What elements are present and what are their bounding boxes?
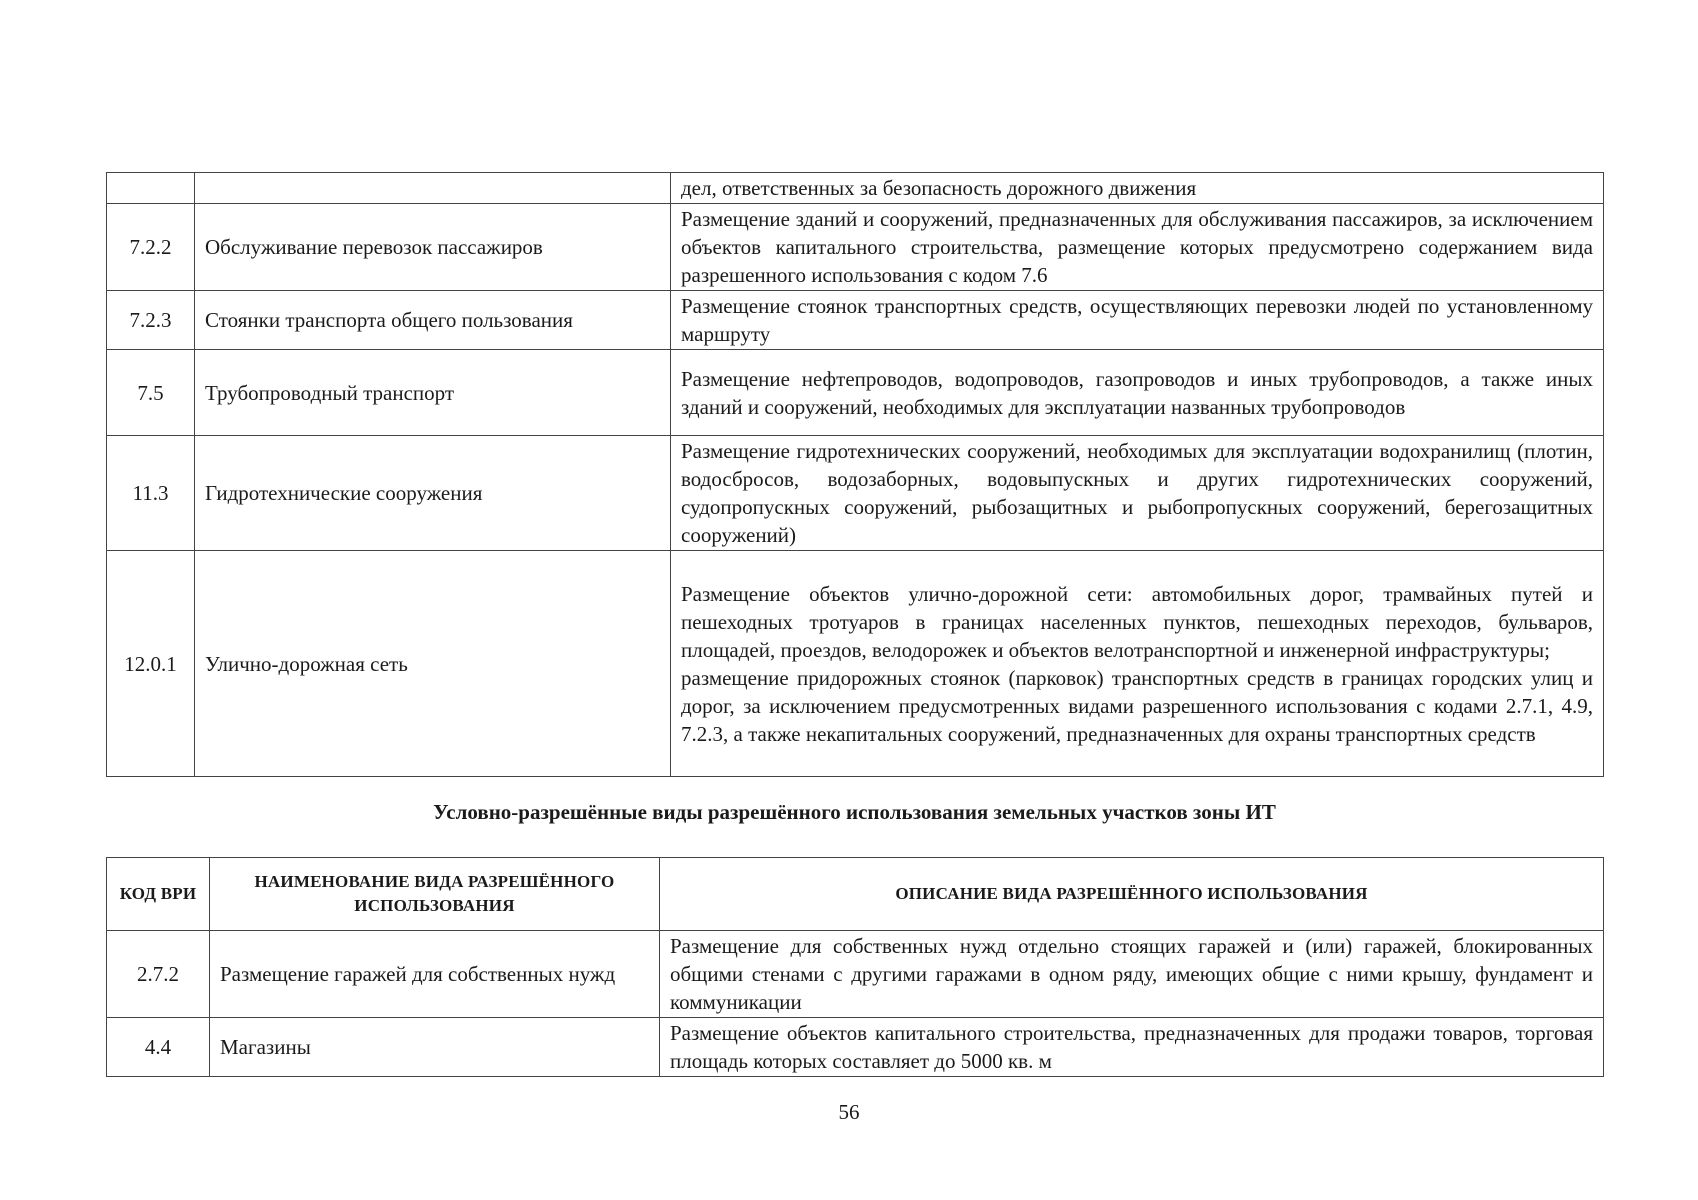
table-row bbox=[107, 291, 1604, 350]
use-code-cell: 7.2.3 bbox=[107, 291, 195, 350]
permitted-uses-table-continued bbox=[106, 172, 1604, 777]
use-description-cell bbox=[660, 1018, 1604, 1077]
use-description-cell bbox=[671, 291, 1604, 350]
use-description-cell bbox=[671, 436, 1604, 551]
use-name-cell: Трубопроводный транспорт bbox=[195, 350, 671, 436]
use-code-cell: 12.0.1 bbox=[107, 551, 195, 777]
use-name-cell bbox=[195, 173, 671, 204]
description-paragraph: Размещение зданий и сооружений, предназначенных для обслуживания пассажиров, за исключением объектов капитального строительства, размещение которых предусмотрено содержанием вида разрешенного использования с кодом 7.6 bbox=[681, 207, 1593, 287]
table-row bbox=[107, 551, 1604, 777]
use-code-cell bbox=[107, 173, 195, 204]
use-description-cell bbox=[671, 551, 1604, 777]
table-row bbox=[107, 931, 1604, 1018]
description-paragraph: Размещение стоянок транспортных средств, осуществляющих перевозки людей по установленному маршруту bbox=[681, 294, 1593, 346]
use-code-cell: 7.5 bbox=[107, 350, 195, 436]
use-name-cell: Магазины bbox=[210, 1018, 660, 1077]
table-row bbox=[107, 350, 1604, 436]
description-paragraph: Размещение для собственных нужд отдельно стоящих гаражей и (или) гаражей, блокированных общими стенами с другими гаражами в одном ряду, имеющих общие с ними крышу, фундамент и коммуникации bbox=[670, 934, 1593, 1014]
description-paragraph: размещение придорожных стоянок (парковок) транспортных средств в границах городских улиц и дорог, за исключением предусмотренных видами разрешенного использования с кодами 2.7.1, 4.9, 7.2.3, а также некапитальных сооружений, предназначенных для охраны транспортных средств bbox=[681, 665, 1593, 746]
header-description: ОПИСАНИЕ ВИДА РАЗРЕШЁННОГО ИСПОЛЬЗОВАНИЯ bbox=[660, 858, 1604, 931]
use-name-cell: Гидротехнические сооружения bbox=[195, 436, 671, 551]
use-description-cell bbox=[671, 204, 1604, 291]
header-name: НАИМЕНОВАНИЕ ВИДА РАЗРЕШЁННОГО ИСПОЛЬЗОВАНИЯ bbox=[210, 858, 660, 931]
use-name-cell: Стоянки транспорта общего пользования bbox=[195, 291, 671, 350]
description-paragraph: Размещение нефтепроводов, водопроводов, газопроводов и иных трубопроводов, а также иных зданий и сооружений, необходимых для эксплуатации названных трубопроводов bbox=[681, 366, 1593, 419]
header-code: КОД ВРИ bbox=[107, 858, 210, 931]
use-code-cell: 7.2.2 bbox=[107, 204, 195, 291]
table-row bbox=[107, 204, 1604, 291]
use-description-cell bbox=[660, 931, 1604, 1018]
use-name-cell: Размещение гаражей для собственных нужд bbox=[210, 931, 660, 1018]
use-name-cell: Обслуживание перевозок пассажиров bbox=[195, 204, 671, 291]
description-paragraph: Размещение гидротехнических сооружений, необходимых для эксплуатации водохранилищ (плотин, водосбросов, водозаборных, водовыпускных и других гидротехнических сооружений, судопропускных сооружений, рыбозащитных и рыбопропускных сооружений, берегозащитных сооружений) bbox=[681, 439, 1593, 547]
table-header-row bbox=[107, 858, 1604, 931]
table-row bbox=[107, 173, 1604, 204]
section-title: Условно-разрешённые виды разрешённого использования земельных участков зоны ИТ bbox=[433, 800, 1276, 824]
table-row bbox=[107, 436, 1604, 551]
use-code-cell: 11.3 bbox=[107, 436, 195, 551]
use-name-cell: Улично-дорожная сеть bbox=[195, 551, 671, 777]
description-paragraph: Размещение объектов улично-дорожной сети: автомобильных дорог, трамвайных путей и пешеходных тротуаров в границах населенных пунктов, пешеходных переходов, бульваров, площадей, проездов, велодорожек и объектов велотранспортной и инженерной инфраструктуры; bbox=[681, 581, 1593, 662]
description-paragraph: дел, ответственных за безопасность дорожного движения bbox=[681, 176, 1197, 200]
use-code-cell: 4.4 bbox=[107, 1018, 210, 1077]
description-paragraph: Размещение объектов капитального строительства, предназначенных для продажи товаров, торговая площадь которых составляет до 5000 кв. м bbox=[670, 1021, 1593, 1073]
use-description-cell bbox=[671, 173, 1604, 204]
use-code-cell: 2.7.2 bbox=[107, 931, 210, 1018]
table-row bbox=[107, 1018, 1604, 1077]
page-number: 56 bbox=[838, 1100, 860, 1124]
use-description-cell bbox=[671, 350, 1604, 436]
conditionally-permitted-uses-table bbox=[106, 857, 1604, 1077]
